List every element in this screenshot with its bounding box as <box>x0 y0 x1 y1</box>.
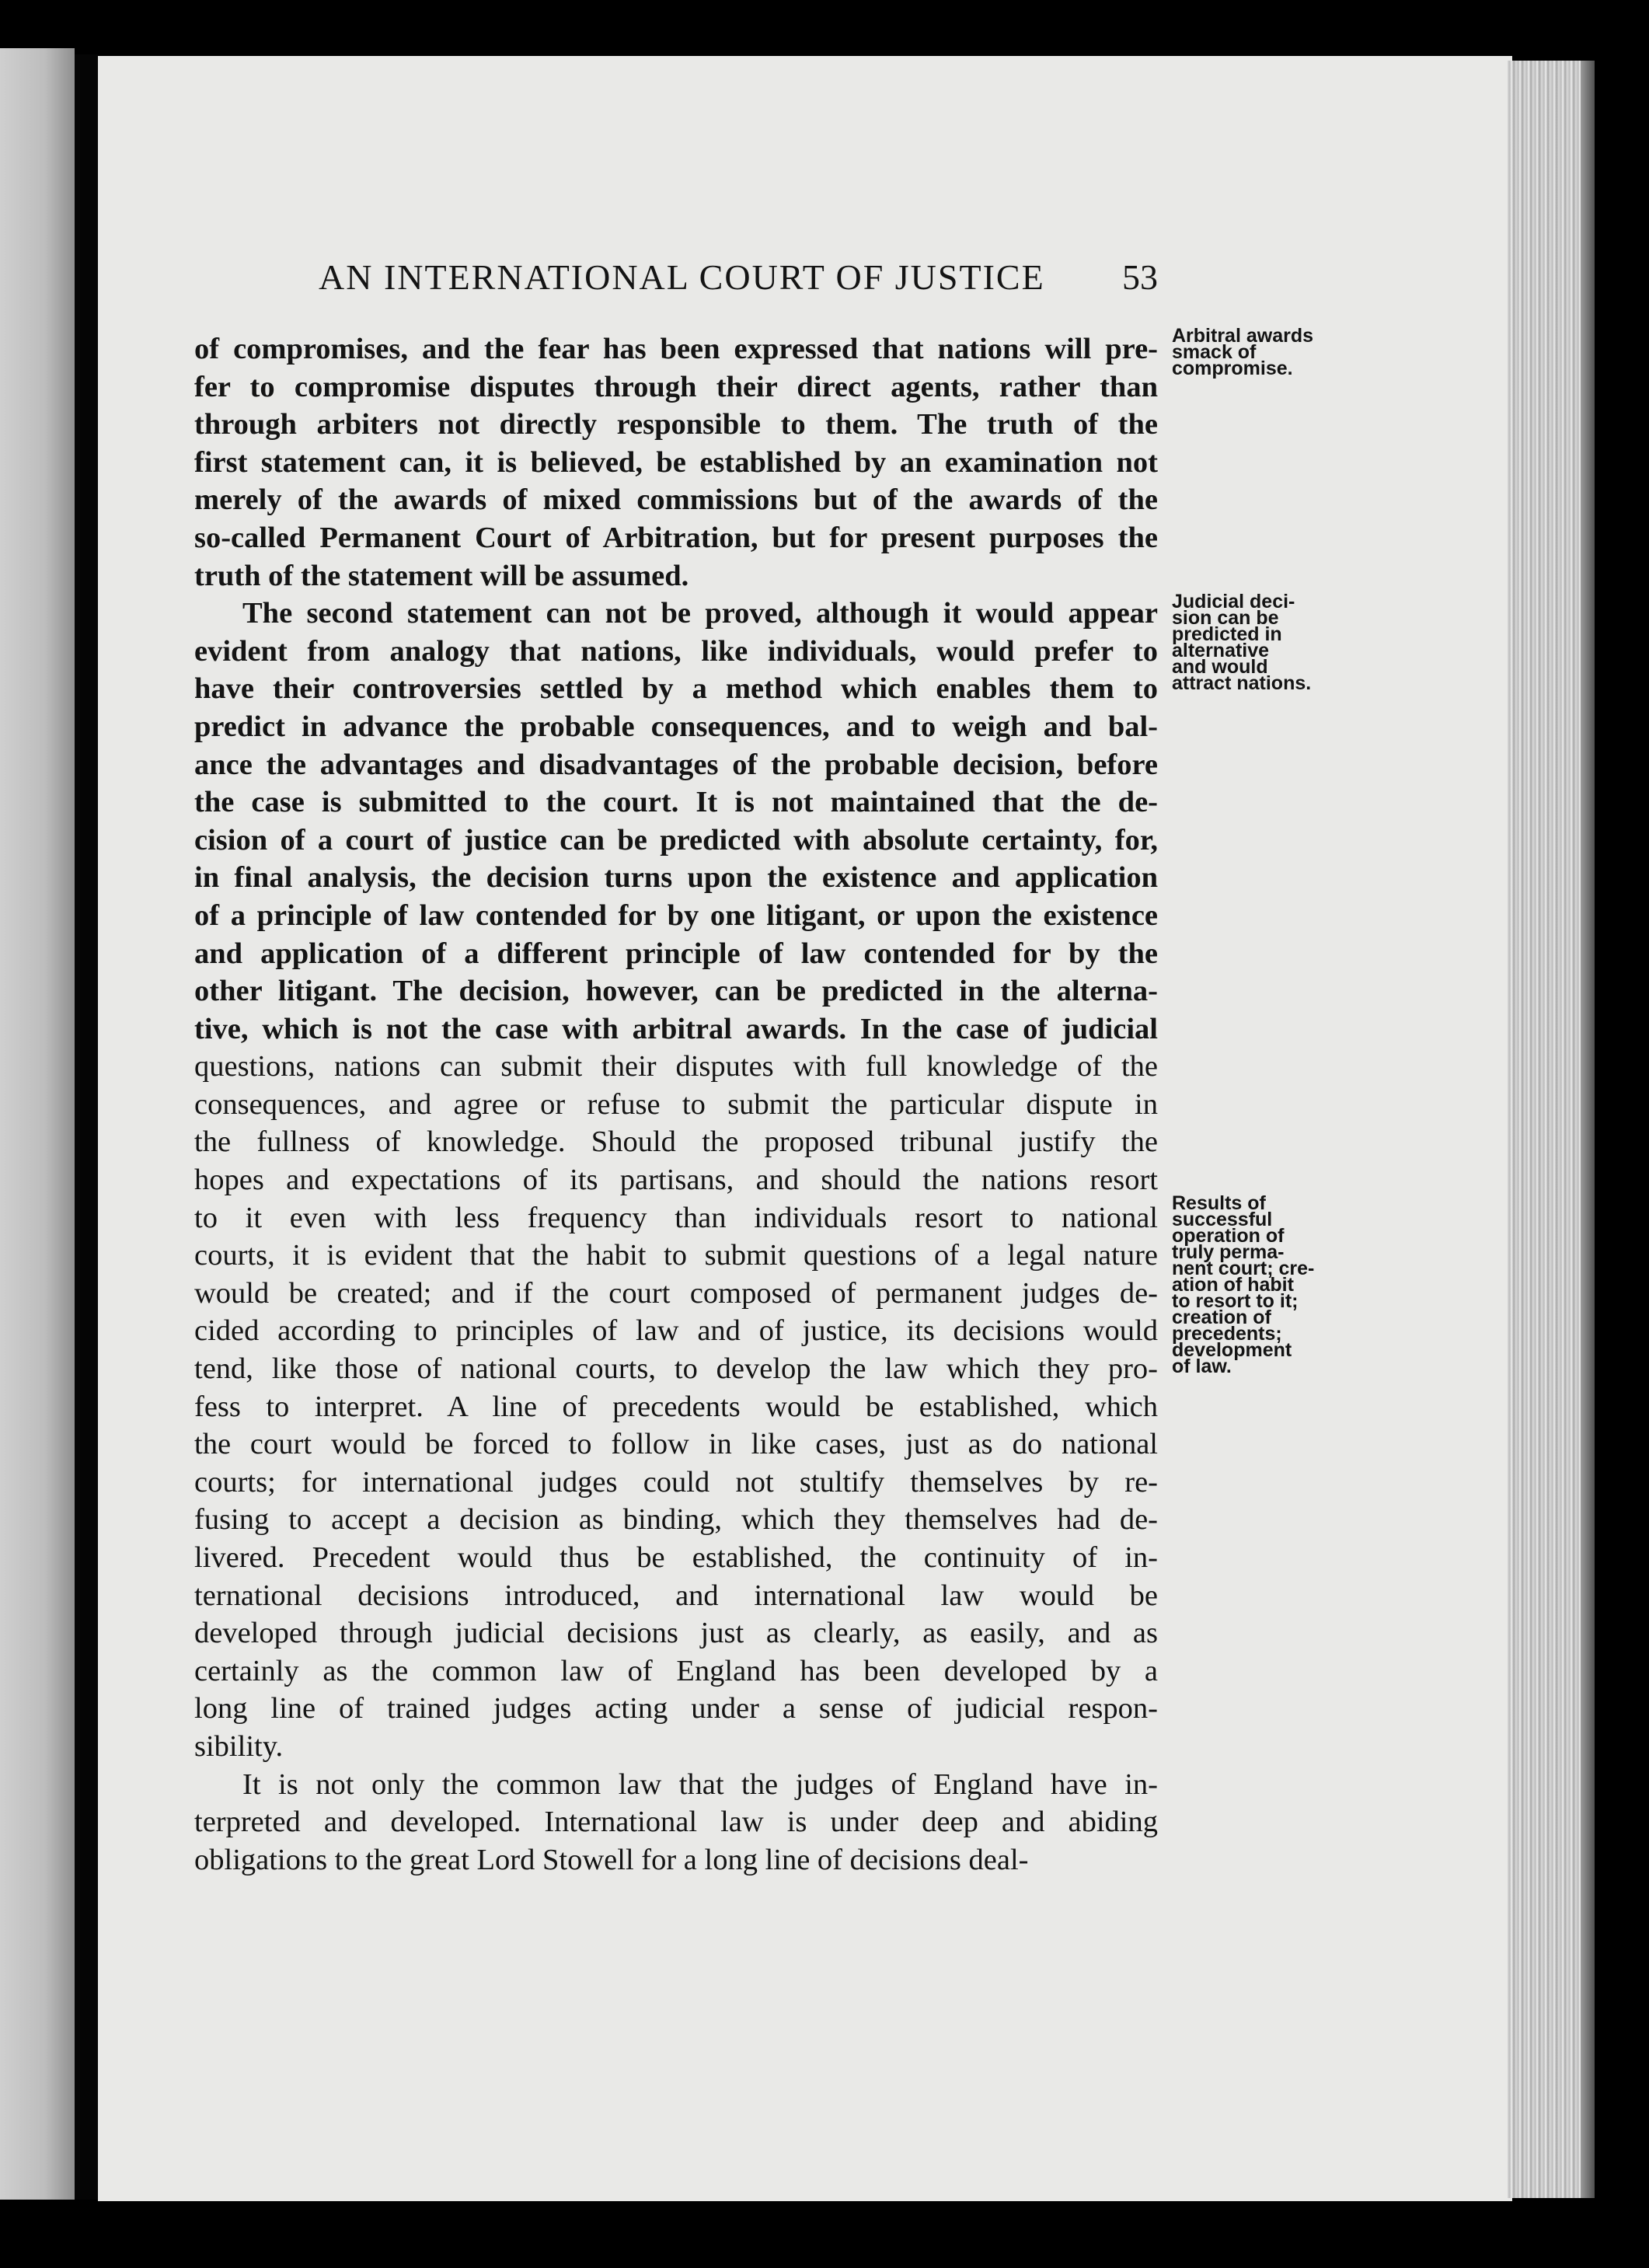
text-line: truth of the statement will be assumed. <box>194 559 689 592</box>
text-line: the court would be forced to follow in like cases, just as do national <box>194 1428 1158 1461</box>
page-number: 53 <box>1122 257 1158 297</box>
paragraph <box>194 1766 1158 1879</box>
text-line: developed through judicial decisions just as clearly, as easily, and as <box>194 1617 1158 1650</box>
margin-note-line: Judicial deci- <box>1172 591 1295 612</box>
text-line: tive, which is not the case with arbitral awards. In the case of judicial <box>194 1012 1158 1045</box>
margin-note-judicial-decision <box>1172 591 1351 694</box>
text-line: long line of trained judges acting under a sense of judicial respon- <box>194 1692 1158 1725</box>
margin-note-line: truly perma- <box>1172 1241 1285 1263</box>
text-line: hopes and expectations of its partisans, and should the nations resort <box>194 1164 1158 1197</box>
margin-note-line: operation of <box>1172 1225 1285 1247</box>
margin-note-line: compromise. <box>1172 358 1293 379</box>
text-line: sibility. <box>194 1729 284 1763</box>
margin-note-line: of law. <box>1172 1356 1232 1377</box>
text-line: livered. Precedent would thus be established, the continuity of in- <box>194 1541 1158 1574</box>
text-line: merely of the awards of mixed commissions but of the awards of the <box>194 483 1158 517</box>
margin-note-line: smack of <box>1172 341 1257 363</box>
paragraph <box>194 595 1158 1765</box>
book-gutter <box>75 54 98 2200</box>
text-line: in final analysis, the decision turns upon the existence and application <box>194 861 1158 895</box>
text-line: fer to compromise disputes through their direct agents, rather than <box>194 370 1158 403</box>
text-line: tend, like those of national courts, to develop the law which they pro- <box>194 1352 1158 1386</box>
text-line: fess to interpret. A line of precedents would be established, which <box>194 1390 1158 1423</box>
margin-note-line: nent court; cre- <box>1172 1258 1315 1279</box>
text-line: certainly as the common law of England has been developed by a <box>194 1654 1158 1687</box>
page-stack-edge <box>1508 61 1595 2198</box>
margin-note-line: creation of <box>1172 1307 1271 1328</box>
margin-note-line: predicted in <box>1172 623 1282 645</box>
margin-note-line: sion can be <box>1172 607 1279 629</box>
margin-note-arbitral-awards <box>1172 325 1351 379</box>
text-line: evident from analogy that nations, like individuals, would prefer to <box>194 634 1158 668</box>
text-line: terpreted and developed. International law is under deep and abiding <box>194 1806 1158 1839</box>
margin-note-line: Results of <box>1172 1192 1266 1214</box>
facing-page-edge <box>0 48 75 2200</box>
text-line: consequences, and agree or refuse to submit the particular dispute in <box>194 1087 1158 1121</box>
text-line: so-called Permanent Court of Arbitration, but for present purposes the <box>194 521 1158 554</box>
text-line: predict in advance the probable consequences, and to weigh and bal- <box>194 710 1158 743</box>
text-line: It is not only the common law that the judges of England have in- <box>242 1767 1158 1801</box>
margin-note-line: Arbitral awards <box>1172 325 1314 347</box>
body-text <box>194 330 1158 1879</box>
margin-note-line: attract nations. <box>1172 672 1312 694</box>
text-line: cision of a court of justice can be predicted with absolute certainty, for, <box>194 823 1158 857</box>
text-line: The second statement can not be proved, although it would appear <box>242 597 1158 630</box>
text-line: of a principle of law contended for by one litigant, or upon the existence <box>194 898 1158 932</box>
text-line: courts, it is evident that the habit to submit questions of a legal nature <box>194 1239 1158 1272</box>
text-line: and application of a different principle of law contended for by the <box>194 937 1158 970</box>
text-line: ance the advantages and disadvantages of the probable decision, before <box>194 748 1158 781</box>
text-line: to it even with less frequency than individuals resort to national <box>194 1201 1158 1234</box>
margin-note-line: to resort to it; <box>1172 1290 1299 1312</box>
margin-note-line: successful <box>1172 1209 1273 1230</box>
text-line: other litigant. The decision, however, can be predicted in the alterna- <box>194 975 1158 1008</box>
text-line: cided according to principles of law and of justice, its decisions would <box>194 1314 1158 1348</box>
paragraph <box>194 330 1158 595</box>
margin-note-line: alternative <box>1172 640 1270 661</box>
running-title: AN INTERNATIONAL COURT OF JUSTICE <box>319 257 1045 297</box>
text-line: would be created; and if the court composed of permanent judges de- <box>194 1276 1158 1310</box>
text-line: the case is submitted to the court. It is not maintained that the de- <box>194 786 1158 819</box>
text-line: of compromises, and the fear has been expressed that nations will pre- <box>194 333 1158 365</box>
text-line: first statement can, it is believed, be established by an examination not <box>194 445 1158 479</box>
text-line: fusing to accept a decision as binding, which they themselves had de- <box>194 1503 1158 1537</box>
margin-note-line: development <box>1172 1339 1292 1361</box>
text-line: have their controversies settled by a method which enables them to <box>194 672 1158 706</box>
margin-note-results <box>1172 1192 1351 1377</box>
text-line: courts; for international judges could not stultify themselves by re- <box>194 1465 1158 1499</box>
text-line: through arbiters not directly responsible to them. The truth of the <box>194 408 1158 441</box>
margin-note-line: ation of habit <box>1172 1274 1294 1296</box>
text-line: the fullness of knowledge. Should the proposed tribunal justify the <box>194 1125 1158 1159</box>
running-head <box>319 256 1158 303</box>
margin-note-line: precedents; <box>1172 1323 1282 1345</box>
text-line: questions, nations can submit their disputes with full knowledge of the <box>194 1050 1158 1083</box>
margin-note-line: and would <box>1172 656 1268 678</box>
text-line: ternational decisions introduced, and international law would be <box>194 1579 1158 1612</box>
text-line: obligations to the great Lord Stowell for a long line of decisions deal- <box>194 1843 1029 1876</box>
